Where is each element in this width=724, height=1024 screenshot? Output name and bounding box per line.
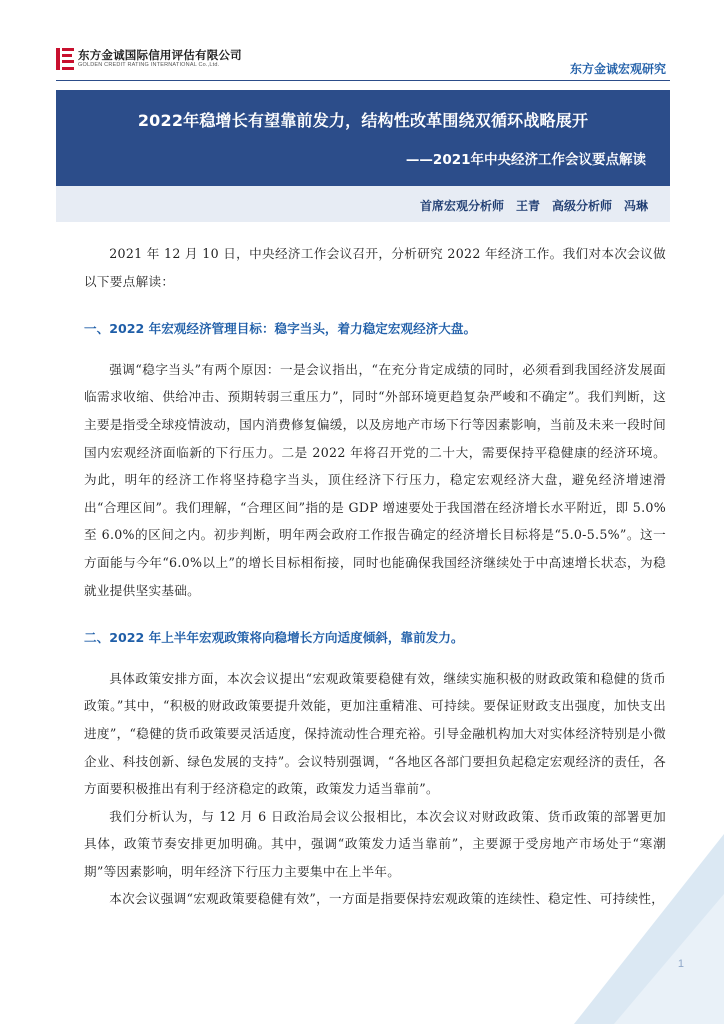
page-header [0, 0, 724, 88]
logo-mark-icon [56, 48, 74, 70]
document-body [84, 240, 666, 913]
section-2-paragraph-3: 本次会议强调“宏观政策要稳健有效”，一方面是指要保持宏观政策的连续性、稳定性、可持续性， [109, 891, 665, 907]
company-name-en: GOLDEN CREDIT RATING INTERNATIONAL Co.,Ltd. [78, 62, 220, 68]
document-title: 2022年稳增长有望靠前发力，结构性改革围绕双循环战略展开 [137, 111, 589, 130]
intro-paragraph: 2021 年 12 月 10 日，中央经济工作会议召开，分析研究 2022 年经济工作。我们对本次会议做以下要点解读： [84, 246, 666, 289]
authors-line: 首席宏观分析师 王青 高级分析师 冯琳 [419, 199, 648, 213]
section-2-paragraph-2: 我们分析认为，与 12 月 6 日政治局会议公报相比，本次会议对财政政策、货币政策的部署更加具体，政策节奏安排更加明确。其中，强调“政策发力适当靠前”，主要源于受房地产市场处于“寒潮期”等因素影响，明年经济下行压力主要集中在上半年。 [84, 808, 666, 879]
company-logo [56, 48, 242, 70]
title-banner [56, 90, 670, 222]
section-1-paragraph: 强调“稳字当头”有两个原因：一是会议指出，“在充分肯定成绩的同时，必须看到我国经济发展面临需求收缩、供给冲击、预期转弱三重压力”，同时“外部环境更趋复杂严峻和不确定”。我们判断，这主要是指受全球疫情波动，国内消费修复偏缓，以及房地产市场下行等因素影响，当前及未来一段时间国内宏观经济面临新的下行压力。二是 2022 年将召开党的二十大，需要保持平稳健康的经济环境。为此，明年的经济工作将坚持稳字当头，顶住经济下行压力，稳定宏观经济大盘，避免经济增速滑出“合理区间”。我们理解，“合理区间”指的是 GDP 增速要处于我国潜在经济增长水平附近，即 5.0%至 6.0%的区间之内。初步判断，明年两会政府工作报告确定的经济增长目标将是“5.0-5.5%”。这一方面能与今年“6.0%以上”的增长目标相衔接，同时也能确保我国经济继续处于中高速增长状态，为稳就业提供坚实基础。 [84, 361, 666, 598]
section-1-heading: 一、2022 年宏观经济管理目标：稳字当头，着力稳定宏观经济大盘。 [84, 321, 477, 337]
page-number: 1 [677, 958, 684, 970]
brand-label: 东方金诚宏观研究 [569, 62, 666, 76]
corner-decoration [574, 834, 724, 1024]
header-divider [56, 80, 670, 81]
section-2-paragraph-1: 具体政策安排方面，本次会议提出“宏观政策要稳健有效，继续实施积极的财政政策和稳健的货币政策。”其中，“积极的财政政策要提升效能，更加注重精准、可持续。要保证财政支出强度，加快支出进度”，“稳健的货币政策要灵活适度，保持流动性合理充裕。引导金融机构加大对实体经济特别是小微企业、科技创新、绿色发展的支持”。会议特别强调，“各地区各部门要担负起稳定宏观经济的责任，各方面要积极推出有利于经济稳定的政策，政策发力适当靠前”。 [84, 670, 666, 797]
company-name-cn: 东方金诚国际信用评估有限公司 [78, 48, 242, 62]
section-2-heading: 二、2022 年上半年宏观政策将向稳增长方向适度倾斜，靠前发力。 [84, 630, 464, 646]
document-subtitle: ——2021年中央经济工作会议要点解读 [405, 152, 646, 168]
